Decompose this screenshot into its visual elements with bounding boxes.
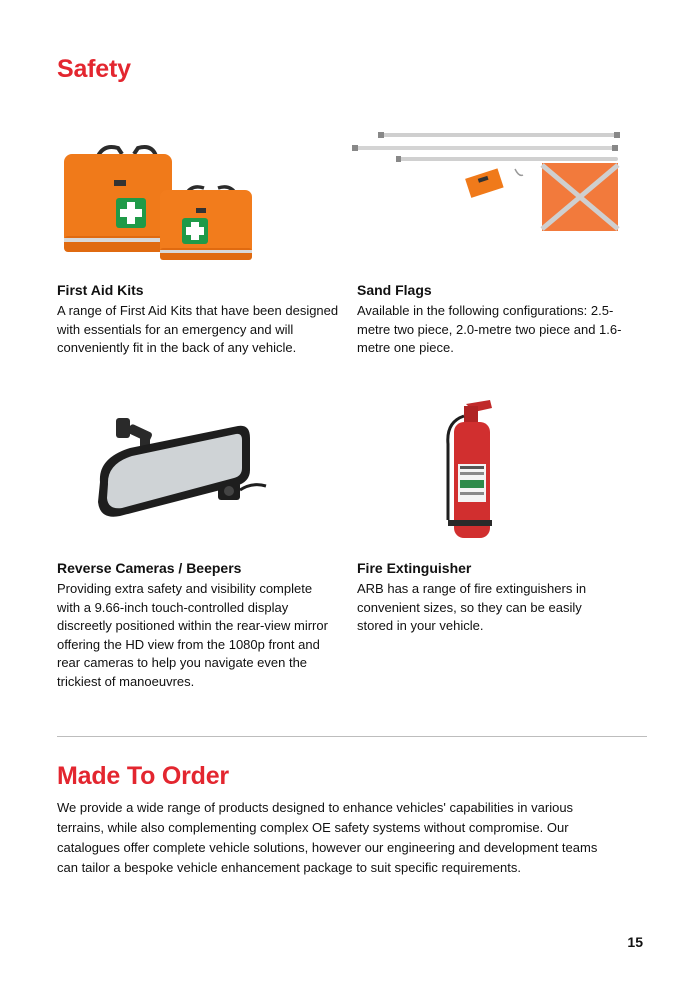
product-fire-extinguisher: [357, 560, 607, 636]
made-to-order-text: We provide a wide range of products designed to enhance vehicles' capabilities in various terrains, while also complementing complex OE safety systems without compromise. Our catalogues offer complete vehicle solutions, however our engineering and development teams can tailor a bespoke vehicle enhancement package to suit specific requirements.: [57, 800, 598, 875]
made-to-order-heading: Made To Order: [57, 762, 229, 790]
reverse-camera-image: [90, 410, 270, 525]
page-number: 15: [627, 934, 643, 950]
product-description: A range of First Aid Kits that have been designed with essentials for an emergency and will conveniently fit in the back of any vehicle.: [57, 303, 339, 355]
product-description: Available in the following configurations: 2.5-metre two piece, 2.0-metre two piece and 1.6-metre one piece.: [357, 303, 622, 355]
first-aid-kits-image: [56, 140, 256, 265]
safety-heading: Safety: [57, 55, 131, 83]
product-reverse-cameras: [57, 560, 332, 691]
product-first-aid-kits: [57, 282, 342, 358]
product-title: First Aid Kits: [57, 282, 144, 298]
product-description: Providing extra safety and visibility complete with a 9.66-inch touch-controlled display discreetly positioned within the rear-view mirror offering the HD view from the 1080p front and rear cameras to help you navigate even the trickiest of manoeuvres.: [57, 581, 328, 689]
section-divider: [57, 736, 647, 737]
product-title: Sand Flags: [357, 282, 432, 298]
product-title: Reverse Cameras / Beepers: [57, 560, 242, 576]
product-description: ARB has a range of fire extinguishers in convenient sizes, so they can be easily stored in your vehicle.: [357, 581, 587, 633]
product-title: Fire Extinguisher: [357, 560, 472, 576]
product-sand-flags: [357, 282, 642, 358]
fire-extinguisher-image: [440, 400, 500, 545]
sand-flags-image: [350, 125, 630, 235]
